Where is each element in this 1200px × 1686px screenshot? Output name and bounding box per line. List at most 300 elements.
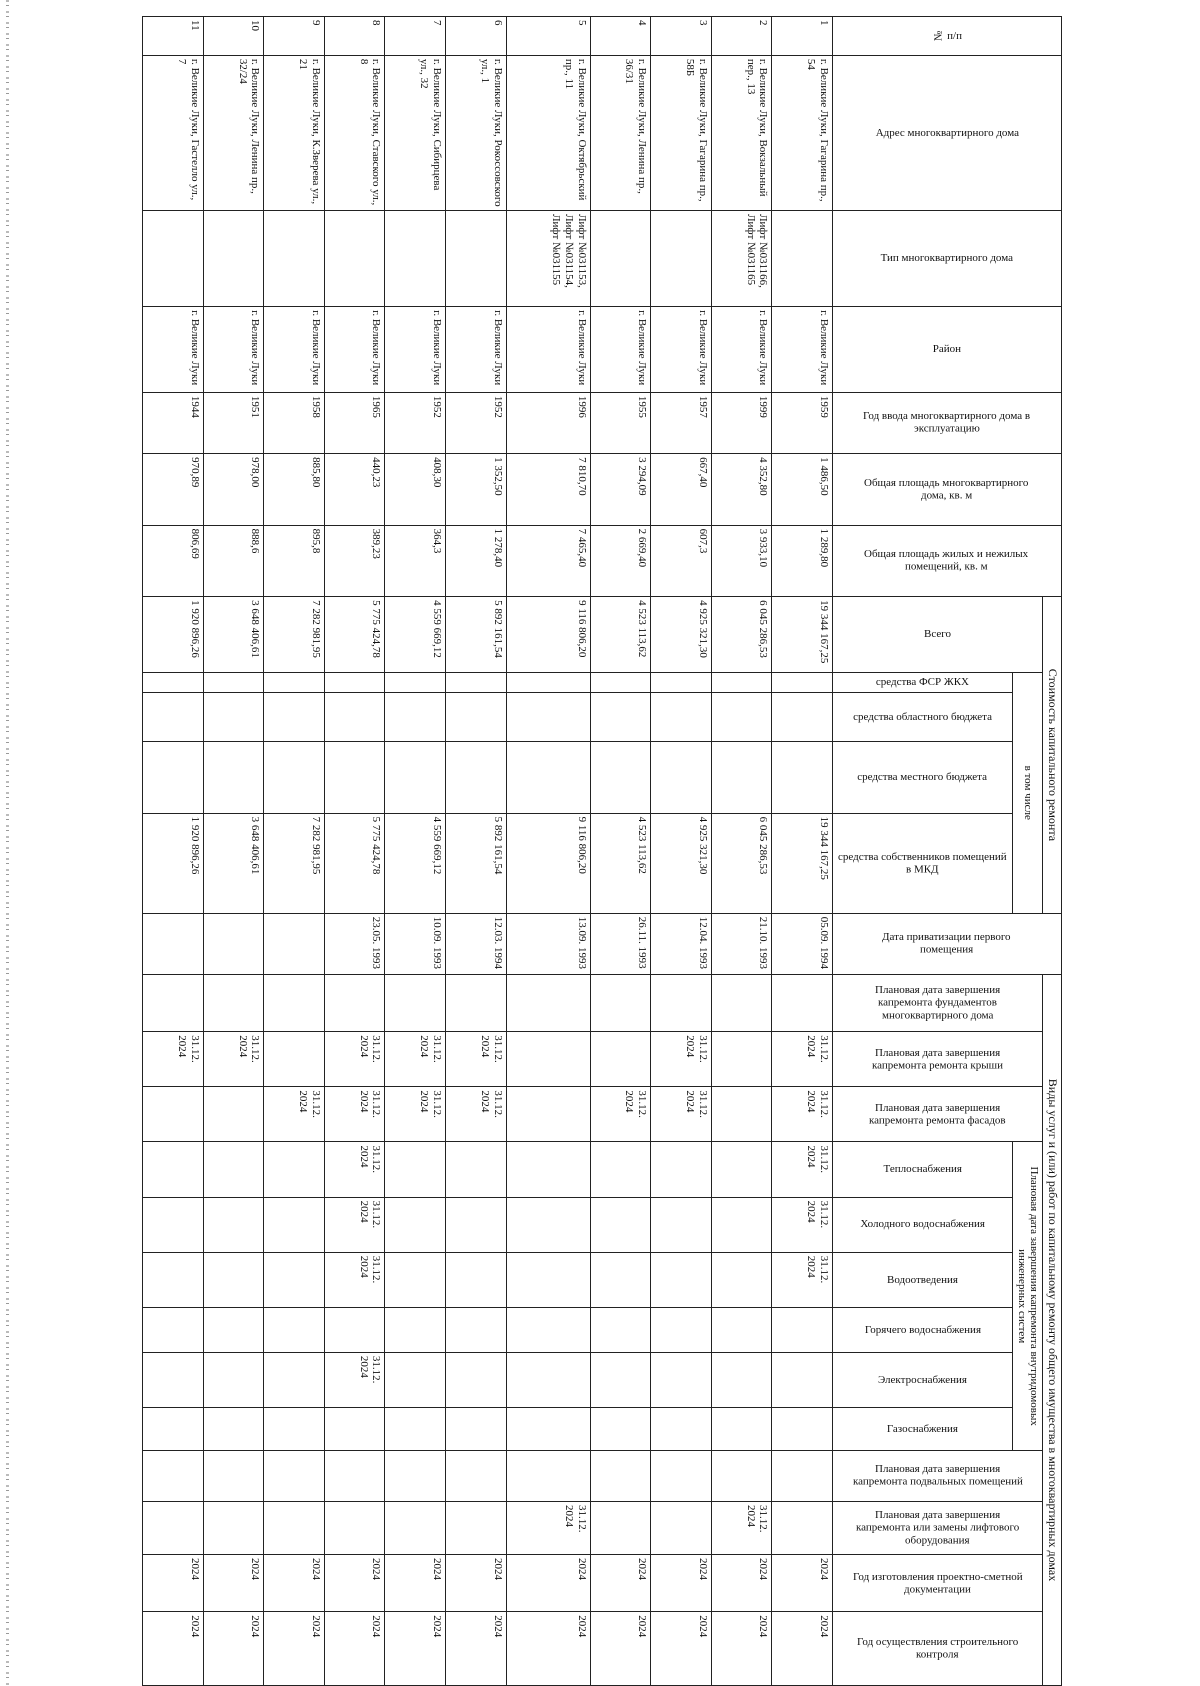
cell-priv: 21.10. 1993 (711, 913, 772, 974)
cell-gas (264, 1407, 325, 1450)
cell-facade (711, 1087, 772, 1142)
col-address-header: Адрес многоквартирного дома (832, 55, 1061, 210)
services-group-header: Виды услуг и (или) работ по капитальному ремонту общего имущества в многоквартирных домах (1043, 975, 1062, 1686)
col-electricity-header: Электроснабжения (832, 1352, 1012, 1407)
cell-elevator: 31.12. 2024 (711, 1501, 772, 1554)
cell-hot (143, 1307, 204, 1352)
cell-regional (772, 693, 833, 742)
cell-regional (590, 693, 651, 742)
table-row (203, 17, 264, 1686)
cell-regional (651, 693, 712, 742)
cell-owners: 3 648 406,61 (203, 813, 264, 913)
cell-roof: 31.12. 2024 (143, 1032, 204, 1087)
cell-priv: 23.05. 1993 (324, 913, 385, 974)
cell-basement (446, 1450, 507, 1501)
table-row (446, 17, 507, 1686)
cell-hot (506, 1307, 590, 1352)
cell-heating (203, 1142, 264, 1197)
cell-control: 2024 (446, 1612, 507, 1686)
cell-design: 2024 (711, 1555, 772, 1612)
cell-roof: 31.12. 2024 (772, 1032, 833, 1087)
col-basement-header: Плановая дата завершения капремонта подвальных помещений (832, 1450, 1042, 1501)
col-local-header: средства местного бюджета (832, 742, 1012, 813)
cell-foundation (385, 975, 446, 1032)
cell-district: г. Великие Луки (264, 307, 325, 393)
cell-roof: 31.12. 2024 (651, 1032, 712, 1087)
cell-hot (590, 1307, 651, 1352)
cell-design: 2024 (772, 1555, 833, 1612)
col-living-area-header: Общая площадь жилых и нежилых помещений, кв. м (832, 525, 1061, 596)
cell-heating: 31.12. 2024 (324, 1142, 385, 1197)
col-no-header: № п/п (832, 17, 1061, 56)
cell-local (590, 742, 651, 813)
cell-priv: 05.09. 1994 (772, 913, 833, 974)
cell-local (446, 742, 507, 813)
cell-living_area: 806,69 (143, 525, 204, 596)
cell-owners: 6 045 286,53 (711, 813, 772, 913)
cell-address: г. Великие Луки, Гагарина пр., 58Б (651, 55, 712, 210)
cell-district: г. Великие Луки (590, 307, 651, 393)
cell-roof: 31.12. 2024 (385, 1032, 446, 1087)
cell-total_area: 667,40 (651, 454, 712, 525)
cell-gas (143, 1407, 204, 1450)
cell-basement (203, 1450, 264, 1501)
cell-total: 6 045 286,53 (711, 597, 772, 673)
cell-priv (143, 913, 204, 974)
table-row (143, 17, 204, 1686)
cell-design: 2024 (446, 1555, 507, 1612)
cell-control: 2024 (590, 1612, 651, 1686)
cell-local (264, 742, 325, 813)
table-row (506, 17, 590, 1686)
cell-total: 9 116 806,20 (506, 597, 590, 673)
cell-gas (385, 1407, 446, 1450)
cell-control: 2024 (324, 1612, 385, 1686)
cell-hot (651, 1307, 712, 1352)
cell-hot (385, 1307, 446, 1352)
cell-local (772, 742, 833, 813)
cell-living_area: 607,3 (651, 525, 712, 596)
cell-hot (203, 1307, 264, 1352)
cell-year: 1965 (324, 392, 385, 453)
cell-basement (324, 1450, 385, 1501)
cell-district: г. Великие Луки (446, 307, 507, 393)
col-gas-header: Газоснабжения (832, 1407, 1012, 1450)
cell-district: г. Великие Луки (711, 307, 772, 393)
table-row (264, 17, 325, 1686)
cell-living_area: 895,8 (264, 525, 325, 596)
cell-total_area: 408,30 (385, 454, 446, 525)
cell-district: г. Великие Луки (772, 307, 833, 393)
cell-address: г. Великие Луки, Октябрьский пр., 11 (506, 55, 590, 210)
col-privatization-header: Дата приватизации первого помещения (832, 913, 1061, 974)
cell-district: г. Великие Луки (203, 307, 264, 393)
cell-facade (143, 1087, 204, 1142)
cell-address: г. Великие Луки, Гастелло ул., 7 (143, 55, 204, 210)
cell-heating (506, 1142, 590, 1197)
cell-cold (385, 1197, 446, 1252)
col-total-header: Всего (832, 597, 1042, 673)
cell-no: 2 (711, 17, 772, 56)
cell-control: 2024 (772, 1612, 833, 1686)
cell-heating (590, 1142, 651, 1197)
cell-elec (446, 1352, 507, 1407)
col-design-year-header: Год изготовления проектно-сметной документации (832, 1555, 1042, 1612)
cell-regional (143, 693, 204, 742)
cell-fund (590, 672, 651, 692)
cell-elec (203, 1352, 264, 1407)
cell-year: 1944 (143, 392, 204, 453)
cell-hot (446, 1307, 507, 1352)
cell-cold: 31.12. 2024 (324, 1197, 385, 1252)
cell-type (590, 211, 651, 307)
cell-owners: 1 920 896,26 (143, 813, 204, 913)
cell-sewer: 31.12. 2024 (772, 1252, 833, 1307)
cell-fund (324, 672, 385, 692)
col-construction-year-header: Год осуществления строительного контроля (832, 1612, 1042, 1686)
cell-local (324, 742, 385, 813)
cell-no: 7 (385, 17, 446, 56)
cell-total_area: 7 810,70 (506, 454, 590, 525)
cell-basement (506, 1450, 590, 1501)
cell-sewer (264, 1252, 325, 1307)
cell-heating (446, 1142, 507, 1197)
cell-cold (506, 1197, 590, 1252)
cell-total_area: 885,80 (264, 454, 325, 525)
cell-fund (264, 672, 325, 692)
cell-fund (385, 672, 446, 692)
cell-owners: 19 344 167,25 (772, 813, 833, 913)
cell-elevator (324, 1501, 385, 1554)
cell-no: 4 (590, 17, 651, 56)
cell-elec (590, 1352, 651, 1407)
cell-year: 1955 (590, 392, 651, 453)
col-total-area-header: Общая площадь многоквартирного дома, кв. м (832, 454, 1061, 525)
cell-cold (590, 1197, 651, 1252)
cell-elevator (590, 1501, 651, 1554)
cell-total: 4 523 113,62 (590, 597, 651, 673)
cell-total: 7 282 981,95 (264, 597, 325, 673)
cell-priv: 26.11. 1993 (590, 913, 651, 974)
cell-design: 2024 (264, 1555, 325, 1612)
cell-roof (590, 1032, 651, 1087)
cell-control: 2024 (385, 1612, 446, 1686)
cell-year: 1957 (651, 392, 712, 453)
cell-priv: 10.09. 1993 (385, 913, 446, 974)
table-row (711, 17, 772, 1686)
cell-total: 3 648 406,61 (203, 597, 264, 673)
cell-address: г. Великие Луки, Сибирцева ул., 32 (385, 55, 446, 210)
cell-owners: 4 523 113,62 (590, 813, 651, 913)
col-year-header: Год ввода многоквартирного дома в эксплуатацию (832, 392, 1061, 453)
cell-foundation (324, 975, 385, 1032)
cell-heating: 31.12. 2024 (772, 1142, 833, 1197)
col-type-header: Тип многоквартирного дома (832, 211, 1061, 307)
cell-basement (143, 1450, 204, 1501)
cell-address: г. Великие Луки, Ленина пр., 36/31 (590, 55, 651, 210)
cell-total_area: 1 352,50 (446, 454, 507, 525)
col-district-header: Район (832, 307, 1061, 393)
cell-total_area: 970,89 (143, 454, 204, 525)
col-roof-header: Плановая дата завершения капремонта ремонта крыши (832, 1032, 1042, 1087)
cell-living_area: 1 278,40 (446, 525, 507, 596)
cell-no: 1 (772, 17, 833, 56)
cell-elevator (772, 1501, 833, 1554)
cell-address: г. Великие Луки, Ленина пр., 32/24 (203, 55, 264, 210)
cell-fund (203, 672, 264, 692)
cell-living_area: 888,6 (203, 525, 264, 596)
cell-type (651, 211, 712, 307)
cell-owners: 4 925 321,30 (651, 813, 712, 913)
cell-roof: 31.12. 2024 (446, 1032, 507, 1087)
systems-group-header: Плановая дата завершения капремонта внутридомовых инженерных систем (1012, 1142, 1042, 1450)
cell-facade: 31.12. 2024 (446, 1087, 507, 1142)
cell-elec (264, 1352, 325, 1407)
cell-regional (711, 693, 772, 742)
cell-year: 1959 (772, 392, 833, 453)
cell-elevator (203, 1501, 264, 1554)
cell-fund (446, 672, 507, 692)
cell-local (143, 742, 204, 813)
cell-sewer (590, 1252, 651, 1307)
cell-elevator (385, 1501, 446, 1554)
cell-no: 10 (203, 17, 264, 56)
cell-owners: 7 282 981,95 (264, 813, 325, 913)
cell-address: г. Великие Луки, Вокзальный пер., 13 (711, 55, 772, 210)
cell-cold: 31.12. 2024 (772, 1197, 833, 1252)
cell-address: г. Великие Луки, Рокоссовского ул., 1 (446, 55, 507, 210)
cell-facade: 31.12. 2024 (772, 1087, 833, 1142)
col-elevator-header: Плановая дата завершения капремонта или замены лифтового оборудования (832, 1501, 1042, 1554)
cell-elevator (264, 1501, 325, 1554)
cell-basement (264, 1450, 325, 1501)
cell-control: 2024 (143, 1612, 204, 1686)
cell-fund (651, 672, 712, 692)
cell-priv: 12.04. 1993 (651, 913, 712, 974)
cell-design: 2024 (385, 1555, 446, 1612)
cell-basement (651, 1450, 712, 1501)
cell-design: 2024 (506, 1555, 590, 1612)
cell-total_area: 4 352,80 (711, 454, 772, 525)
cell-living_area: 364,3 (385, 525, 446, 596)
col-regional-header: средства областного бюджета (832, 693, 1012, 742)
cell-facade (203, 1087, 264, 1142)
cell-elec (143, 1352, 204, 1407)
cell-address: г. Великие Луки, К.Зверева ул., 21 (264, 55, 325, 210)
cell-elevator (651, 1501, 712, 1554)
cell-facade: 31.12. 2024 (324, 1087, 385, 1142)
cell-total: 5 775 424,78 (324, 597, 385, 673)
cell-sewer: 31.12. 2024 (324, 1252, 385, 1307)
cell-district: г. Великие Луки (651, 307, 712, 393)
cell-local (385, 742, 446, 813)
cell-hot (711, 1307, 772, 1352)
cell-total: 1 920 896,26 (143, 597, 204, 673)
table-row (772, 17, 833, 1686)
capital-repair-table (142, 16, 1062, 1686)
cell-no: 9 (264, 17, 325, 56)
cell-sewer (143, 1252, 204, 1307)
cell-type (385, 211, 446, 307)
cell-total_area: 1 486,50 (772, 454, 833, 525)
table-row (590, 17, 651, 1686)
table-row (324, 17, 385, 1686)
cell-owners: 5 775 424,78 (324, 813, 385, 913)
cell-owners: 4 559 669,12 (385, 813, 446, 913)
col-sewerage-header: Водоотведения (832, 1252, 1012, 1307)
cell-sewer (711, 1252, 772, 1307)
cell-foundation (711, 975, 772, 1032)
cell-regional (446, 693, 507, 742)
cell-basement (590, 1450, 651, 1501)
cell-foundation (264, 975, 325, 1032)
cell-total: 5 892 161,54 (446, 597, 507, 673)
col-facade-header: Плановая дата завершения капремонта ремонта фасадов (832, 1087, 1042, 1142)
cell-facade: 31.12. 2024 (590, 1087, 651, 1142)
cell-fund (506, 672, 590, 692)
cell-elevator (143, 1501, 204, 1554)
cell-sewer (446, 1252, 507, 1307)
cell-foundation (446, 975, 507, 1032)
cell-priv: 13.09. 1993 (506, 913, 590, 974)
cell-gas (651, 1407, 712, 1450)
rotated-document-sheet (142, 16, 1062, 1686)
cell-type (446, 211, 507, 307)
cell-type: Лифт №031153, Лифт №031154, Лифт №031155 (506, 211, 590, 307)
cell-address: г. Великие Луки, Ставского ул., 8 (324, 55, 385, 210)
cell-cold (711, 1197, 772, 1252)
cell-roof (711, 1032, 772, 1087)
cell-type (324, 211, 385, 307)
cell-foundation (651, 975, 712, 1032)
cell-elec (711, 1352, 772, 1407)
cell-regional (506, 693, 590, 742)
cell-foundation (506, 975, 590, 1032)
cell-basement (385, 1450, 446, 1501)
cell-heating (264, 1142, 325, 1197)
cell-gas (590, 1407, 651, 1450)
cost-group-header: Стоимость капитального ремонта (1043, 597, 1062, 914)
cell-elec (651, 1352, 712, 1407)
cell-total_area: 440,23 (324, 454, 385, 525)
cell-elevator (446, 1501, 507, 1554)
cell-elec: 31.12. 2024 (324, 1352, 385, 1407)
cell-design: 2024 (590, 1555, 651, 1612)
col-foundation-header: Плановая дата завершения капремонта фундаментов многоквартирного дома (832, 975, 1042, 1032)
cell-owners: 9 116 806,20 (506, 813, 590, 913)
cell-living_area: 1 289,80 (772, 525, 833, 596)
cell-total: 4 925 321,30 (651, 597, 712, 673)
cell-district: г. Великие Луки (324, 307, 385, 393)
cell-living_area: 3 933,10 (711, 525, 772, 596)
cell-fund (711, 672, 772, 692)
col-owners-header: средства собственников помещений в МКД (832, 813, 1012, 913)
cell-gas (203, 1407, 264, 1450)
cell-no: 5 (506, 17, 590, 56)
cell-fund (143, 672, 204, 692)
cell-total_area: 3 294,09 (590, 454, 651, 525)
cell-type (772, 211, 833, 307)
cell-priv (264, 913, 325, 974)
cell-cold (651, 1197, 712, 1252)
cell-regional (385, 693, 446, 742)
cell-basement (711, 1450, 772, 1501)
cell-heating (385, 1142, 446, 1197)
cell-heating (711, 1142, 772, 1197)
cell-year: 1951 (203, 392, 264, 453)
cell-regional (203, 693, 264, 742)
cell-sewer (203, 1252, 264, 1307)
cell-address: г. Великие Луки, Гагарина пр., 54 (772, 55, 833, 210)
cell-type (264, 211, 325, 307)
header-row-1 (1043, 17, 1062, 1686)
col-hot-water-header: Горячего водоснабжения (832, 1307, 1012, 1352)
cell-hot (772, 1307, 833, 1352)
cell-district: г. Великие Луки (506, 307, 590, 393)
cell-total_area: 978,00 (203, 454, 264, 525)
cell-hot (324, 1307, 385, 1352)
cell-district: г. Великие Луки (143, 307, 204, 393)
cell-local (651, 742, 712, 813)
cell-local (203, 742, 264, 813)
cell-cold (143, 1197, 204, 1252)
cell-control: 2024 (264, 1612, 325, 1686)
cell-facade: 31.12. 2024 (385, 1087, 446, 1142)
cell-roof (264, 1032, 325, 1087)
col-cold-water-header: Холодного водоснабжения (832, 1197, 1012, 1252)
cell-facade: 31.12. 2024 (651, 1087, 712, 1142)
cell-year: 1996 (506, 392, 590, 453)
cell-total: 4 559 669,12 (385, 597, 446, 673)
cell-foundation (590, 975, 651, 1032)
col-fund-header: средства ФСР ЖКХ (832, 672, 1012, 692)
cell-elec (772, 1352, 833, 1407)
cell-control: 2024 (711, 1612, 772, 1686)
cell-control: 2024 (651, 1612, 712, 1686)
cell-control: 2024 (506, 1612, 590, 1686)
cell-gas (446, 1407, 507, 1450)
cell-no: 3 (651, 17, 712, 56)
cell-elec (506, 1352, 590, 1407)
cell-fund (772, 672, 833, 692)
cell-facade: 31.12. 2024 (264, 1087, 325, 1142)
cell-gas (506, 1407, 590, 1450)
cell-no: 11 (143, 17, 204, 56)
cell-hot (264, 1307, 325, 1352)
cell-regional (264, 693, 325, 742)
cell-type (203, 211, 264, 307)
cell-design: 2024 (324, 1555, 385, 1612)
cell-total: 19 344 167,25 (772, 597, 833, 673)
cell-roof: 31.12. 2024 (324, 1032, 385, 1087)
cell-sewer (506, 1252, 590, 1307)
cell-year: 1999 (711, 392, 772, 453)
cell-facade (506, 1087, 590, 1142)
cell-gas (324, 1407, 385, 1450)
cell-district: г. Великие Луки (385, 307, 446, 393)
table-row (385, 17, 446, 1686)
cell-local (506, 742, 590, 813)
cell-year: 1958 (264, 392, 325, 453)
cell-gas (711, 1407, 772, 1450)
cell-regional (324, 693, 385, 742)
cell-living_area: 2 669,40 (590, 525, 651, 596)
cell-cold (264, 1197, 325, 1252)
cell-living_area: 389,23 (324, 525, 385, 596)
cell-elevator: 31.12. 2024 (506, 1501, 590, 1554)
cell-gas (772, 1407, 833, 1450)
cell-year: 1952 (385, 392, 446, 453)
